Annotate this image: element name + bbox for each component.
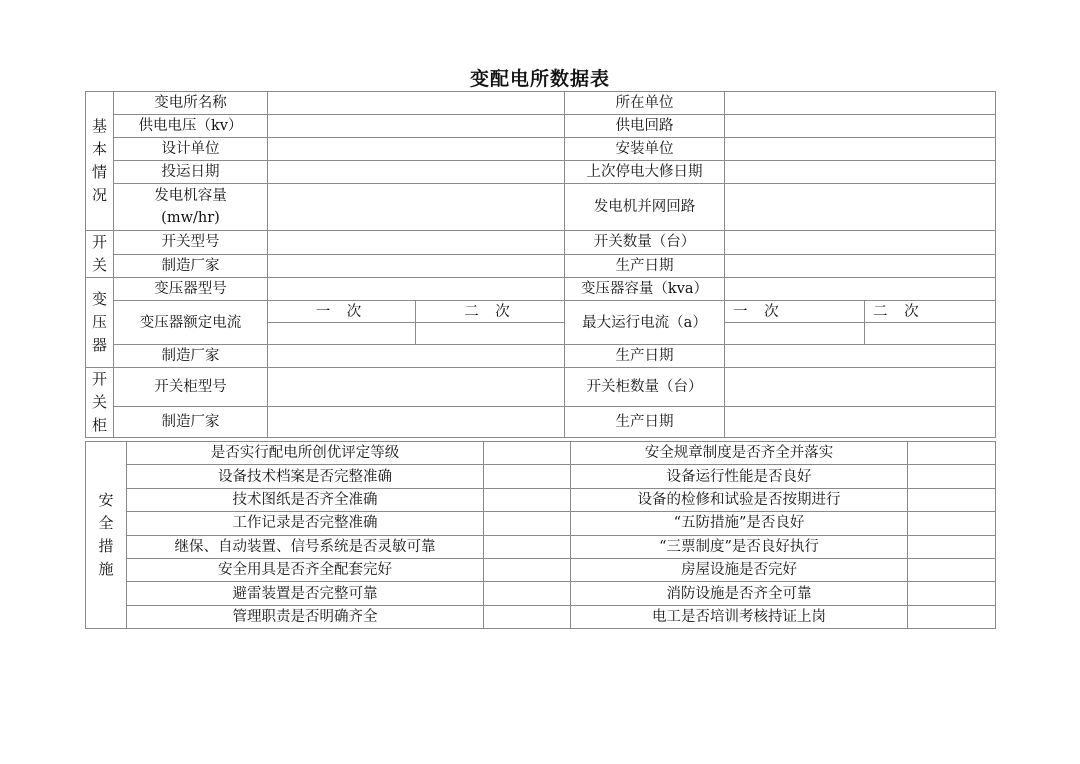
value-cabinet-quantity[interactable] (725, 368, 996, 407)
value-max-current-primary[interactable] (725, 323, 865, 345)
safety-item-right: “五防措施”是否良好 (571, 512, 908, 535)
safety-item-left: 管理职责是否明确齐全 (127, 605, 484, 628)
safety-row (86, 512, 996, 535)
safety-item-left: 继保、自动装置、信号系统是否灵敏可靠 (127, 535, 484, 558)
label-switch-production-date: 生产日期 (565, 254, 725, 278)
safety-value-left[interactable] (484, 558, 571, 581)
safety-row (86, 535, 996, 558)
label-transformer-capacity: 变压器容量（kva） (565, 278, 725, 301)
value-substation-name[interactable] (268, 92, 565, 115)
safety-value-right[interactable] (908, 605, 996, 628)
value-transformer-manufacturer[interactable] (268, 345, 565, 368)
label-generator-grid-circuit: 发电机并网回路 (565, 184, 725, 231)
generator-capacity-line1: 发电机容量 (154, 188, 227, 204)
safety-item-right: 安全规章制度是否齐全并落实 (571, 442, 908, 465)
safety-item-left: 安全用具是否齐全配套完好 (127, 558, 484, 581)
section-cabinet-label: 开关柜 (86, 368, 114, 438)
safety-row (86, 582, 996, 605)
section-transformer-label: 变压器 (86, 278, 114, 368)
value-last-overhaul-date[interactable] (725, 161, 996, 184)
value-switch-quantity[interactable] (725, 231, 996, 255)
safety-value-right[interactable] (908, 582, 996, 605)
safety-item-right: 消防设施是否齐全可靠 (571, 582, 908, 605)
safety-row (86, 558, 996, 581)
value-max-current-secondary[interactable] (865, 323, 996, 345)
page-title: 变配电所数据表 (469, 68, 610, 90)
label-transformer-production-date: 生产日期 (565, 345, 725, 368)
label-cabinet-manufacturer: 制造厂家 (114, 406, 268, 437)
safety-item-right: “三票制度”是否良好执行 (571, 535, 908, 558)
label-supply-circuit: 供电回路 (565, 115, 725, 138)
substation-data-table (85, 91, 996, 438)
label-switch-model: 开关型号 (114, 231, 268, 255)
label-switch-quantity: 开关数量（台） (565, 231, 725, 255)
value-cabinet-production-date[interactable] (725, 406, 996, 437)
safety-value-right[interactable] (908, 558, 996, 581)
label-substation-name: 变电所名称 (114, 92, 268, 115)
safety-value-right[interactable] (908, 442, 996, 465)
value-supply-circuit[interactable] (725, 115, 996, 138)
safety-item-right: 电工是否培训考核持证上岗 (571, 605, 908, 628)
safety-value-left[interactable] (484, 535, 571, 558)
safety-value-left[interactable] (484, 605, 571, 628)
label-switch-manufacturer: 制造厂家 (114, 254, 268, 278)
label-cabinet-quantity: 开关柜数量（台） (565, 368, 725, 407)
value-transformer-model[interactable] (268, 278, 565, 301)
section-switch-label: 开关 (86, 231, 114, 278)
safety-row (86, 442, 996, 465)
safety-value-left[interactable] (484, 582, 571, 605)
section-safety-label: 安全措施 (86, 442, 127, 629)
label-generator-capacity (114, 184, 268, 231)
section-basic-label: 基本情况 (86, 92, 114, 231)
safety-value-left[interactable] (484, 488, 571, 511)
label-max-current: 最大运行电流（a） (565, 301, 725, 345)
label-cabinet-production-date: 生产日期 (565, 406, 725, 437)
label-design-unit: 设计单位 (114, 138, 268, 161)
label-rated-current: 变压器额定电流 (114, 301, 268, 345)
label-cabinet-model: 开关柜型号 (114, 368, 268, 407)
value-install-unit[interactable] (725, 138, 996, 161)
value-cabinet-manufacturer[interactable] (268, 406, 565, 437)
value-cabinet-model[interactable] (268, 368, 565, 407)
label-supply-voltage: 供电电压（kv） (114, 115, 268, 138)
value-design-unit[interactable] (268, 138, 565, 161)
value-rated-current-primary[interactable] (268, 323, 416, 345)
safety-item-left: 工作记录是否完整准确 (127, 512, 484, 535)
value-switch-manufacturer[interactable] (268, 254, 565, 278)
safety-item-right: 房屋设施是否完好 (571, 558, 908, 581)
safety-item-right: 设备运行性能是否良好 (571, 465, 908, 488)
value-unit[interactable] (725, 92, 996, 115)
rated-current-secondary-header: 二 次 (416, 301, 565, 323)
label-install-unit: 安装单位 (565, 138, 725, 161)
safety-value-right[interactable] (908, 535, 996, 558)
safety-row (86, 605, 996, 628)
rated-current-primary-header: 一 次 (268, 301, 416, 323)
label-transformer-manufacturer: 制造厂家 (114, 345, 268, 368)
label-transformer-model: 变压器型号 (114, 278, 268, 301)
safety-value-right[interactable] (908, 512, 996, 535)
safety-value-left[interactable] (484, 442, 571, 465)
value-switch-production-date[interactable] (725, 254, 996, 278)
generator-capacity-line2: (mw/hr) (161, 210, 220, 226)
value-commission-date[interactable] (268, 161, 565, 184)
safety-item-left: 避雷装置是否完整可靠 (127, 582, 484, 605)
value-switch-model[interactable] (268, 231, 565, 255)
value-generator-grid-circuit[interactable] (725, 184, 996, 231)
max-current-primary-header: 一 次 (725, 301, 865, 323)
value-rated-current-secondary[interactable] (416, 323, 565, 345)
safety-measures-table (85, 441, 996, 629)
safety-item-left: 技术图纸是否齐全准确 (127, 488, 484, 511)
safety-row (86, 488, 996, 511)
safety-item-left: 是否实行配电所创优评定等级 (127, 442, 484, 465)
value-generator-capacity[interactable] (268, 184, 565, 231)
label-unit: 所在单位 (565, 92, 725, 115)
safety-value-right[interactable] (908, 488, 996, 511)
value-transformer-production-date[interactable] (725, 345, 996, 368)
safety-value-left[interactable] (484, 512, 571, 535)
safety-item-left: 设备技术档案是否完整准确 (127, 465, 484, 488)
label-commission-date: 投运日期 (114, 161, 268, 184)
safety-value-left[interactable] (484, 465, 571, 488)
safety-row (86, 465, 996, 488)
safety-item-right: 设备的检修和试验是否按期进行 (571, 488, 908, 511)
value-transformer-capacity[interactable] (725, 278, 996, 301)
safety-value-right[interactable] (908, 465, 996, 488)
max-current-secondary-header: 二 次 (865, 301, 996, 323)
value-supply-voltage[interactable] (268, 115, 565, 138)
label-last-overhaul-date: 上次停电大修日期 (565, 161, 725, 184)
